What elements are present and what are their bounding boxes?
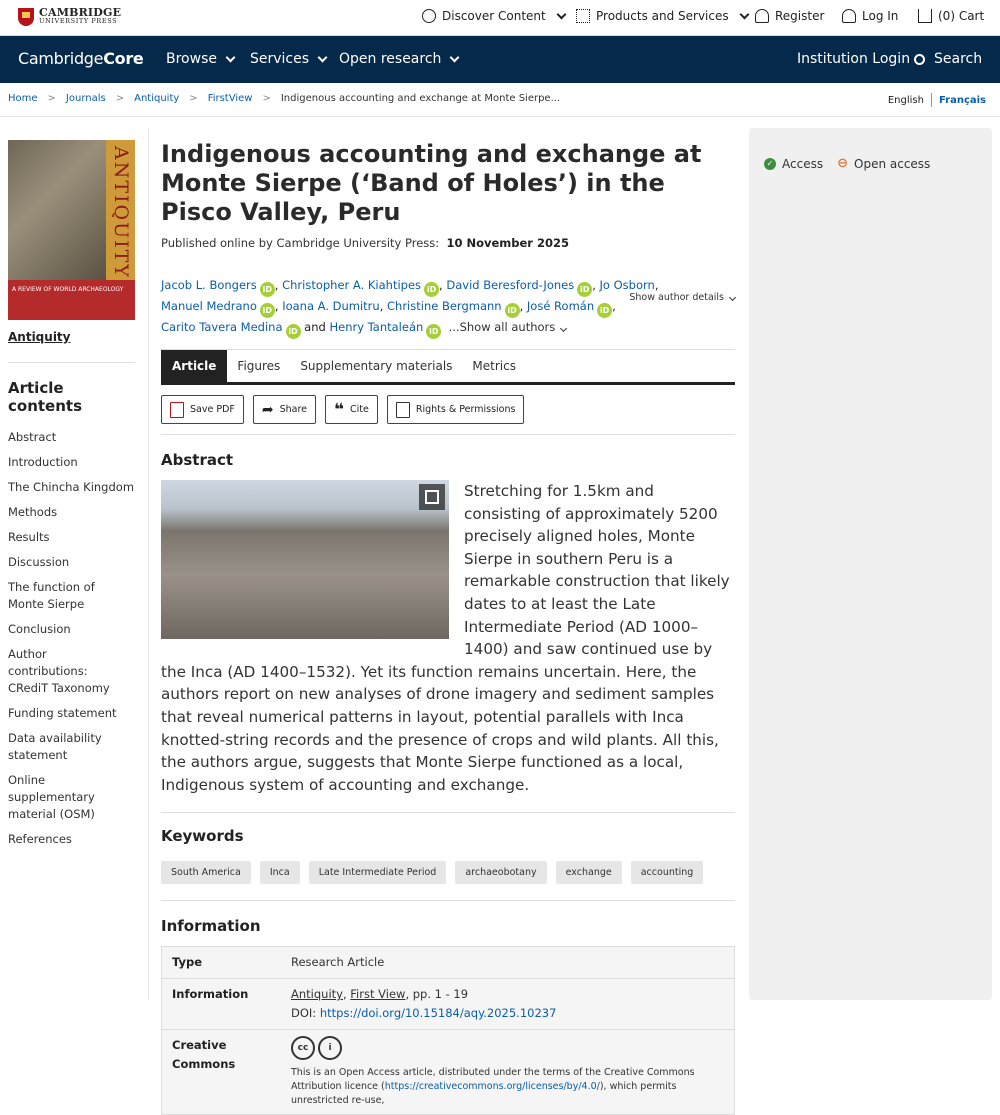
cover-spine-title: ANTIQUITY xyxy=(110,146,132,279)
access-panel xyxy=(749,128,992,1000)
cart-icon xyxy=(918,9,932,23)
orcid-icon[interactable]: iD xyxy=(286,324,301,339)
author-link[interactable]: Carito Tavera Medina xyxy=(161,320,283,334)
author-list: Jacob L. Bongers iD , Christopher A. Kiahtipes iD , David Beresford-Jones iD , Jo Osborn, Manuel Medrano iD , Ioana A. Dumitru, Christine Bergmann iD , José Román iD , Carito Tavera Medina iD and Henry Tantaleán iD ...Show all authors xyxy=(161,276,735,339)
rights-permissions-button[interactable]: Rights & Permissions xyxy=(387,395,525,424)
chevron-down-icon xyxy=(318,52,328,62)
orcid-icon[interactable]: iD xyxy=(597,303,612,318)
logo-line2: UNIVERSITY PRESS xyxy=(39,17,118,25)
tab-figures[interactable]: Figures xyxy=(237,359,281,373)
firstview-link[interactable]: First View xyxy=(350,987,406,1002)
user-icon xyxy=(842,9,856,23)
register-label: Register xyxy=(775,9,825,23)
institution-login-link[interactable]: Institution Login xyxy=(797,51,911,67)
products-services-menu[interactable] xyxy=(576,9,748,23)
tab-article[interactable]: Article xyxy=(161,350,227,382)
chevron-down-icon xyxy=(560,325,567,332)
chevron-down-icon xyxy=(450,52,460,62)
discover-label: Discover Content xyxy=(442,9,546,23)
divider xyxy=(0,116,1000,117)
author-link[interactable]: Henry Tantaleán xyxy=(329,320,424,334)
cambridge-university-press-logo[interactable] xyxy=(18,8,121,26)
chevron-down-icon xyxy=(556,9,566,19)
published-line: Published online by Cambridge University Press: 10 November 2025 xyxy=(161,236,569,250)
keyword-tag[interactable]: accounting xyxy=(631,861,704,884)
cite-button[interactable]: ❝ Cite xyxy=(325,395,378,424)
language-switcher xyxy=(888,93,986,107)
information-table xyxy=(161,946,735,1115)
breadcrumb-separator: > xyxy=(262,93,271,104)
login-link[interactable] xyxy=(842,9,898,23)
article-contents-title: Article contents xyxy=(8,379,82,415)
toc-introduction[interactable]: Introduction xyxy=(8,455,78,469)
author-link[interactable]: Jacob L. Bongers xyxy=(161,278,257,292)
keyword-tag[interactable]: exchange xyxy=(556,861,622,884)
search-button[interactable]: Search xyxy=(914,51,982,67)
keyword-tag[interactable]: archaeobotany xyxy=(455,861,546,884)
logo-line1: CAMBRIDGE xyxy=(39,6,122,19)
abstract-body xyxy=(161,480,735,796)
share-button[interactable]: ➦ Share xyxy=(253,395,316,424)
open-access-label: Open access xyxy=(854,156,931,171)
author-link[interactable]: Christopher A. Kiahtipes xyxy=(282,278,422,292)
breadcrumb-journals[interactable]: Journals xyxy=(65,93,106,104)
cambridge-core-logo[interactable]: CambridgeCore xyxy=(18,49,144,68)
register-link[interactable] xyxy=(755,9,824,23)
lang-francais[interactable]: Français xyxy=(938,94,986,106)
breadcrumb-current: Indigenous accounting and exchange at Monte Sierpe... xyxy=(280,93,561,104)
orcid-icon[interactable]: iD xyxy=(426,324,441,339)
tab-supplementary[interactable]: Supplementary materials xyxy=(300,359,453,373)
toc-data-availability[interactable]: Data availability statement xyxy=(8,731,102,762)
toc-conclusion[interactable]: Conclusion xyxy=(8,622,71,636)
toc-osm[interactable]: Online supplementary material (OSM) xyxy=(8,773,95,821)
toc-results[interactable]: Results xyxy=(8,530,50,544)
abstract-text: Stretching for 1.5km and consisting of approximately 5200 precisely aligned holes, Monte Sierpe in southern Peru is a remarkable construction that likely dates to at least the Late Intermediate Period (AD 1000–1400) and saw continued use by the Inca (AD 1400–1532). Yet its function remains uncertain. Here, the authors report on new analyses of drone imagery and sediment samples that reveal numerical patterns in layout, potential parallels with Inca knotted-string records and the presence of crops and wild plants. All this, the authors argue, suggests that Monte Sierpe functioned as a local, Indigenous system of accounting and exchange. xyxy=(161,482,730,794)
browse-menu[interactable]: Browse xyxy=(166,51,234,67)
grid-icon xyxy=(576,9,590,23)
author-link[interactable]: Jo Osborn xyxy=(599,278,655,292)
breadcrumb-separator: > xyxy=(47,93,56,104)
info-row-type: Type Research Article xyxy=(162,947,734,979)
breadcrumb xyxy=(8,93,560,104)
cart-label: (0) Cart xyxy=(938,9,985,23)
top-bar xyxy=(0,0,1000,36)
breadcrumb-firstview[interactable]: FirstView xyxy=(207,93,253,104)
breadcrumb-antiquity[interactable]: Antiquity xyxy=(134,93,180,104)
document-check-icon xyxy=(396,402,410,418)
attribution-icon: i xyxy=(318,1036,342,1060)
journal-link[interactable]: Antiquity xyxy=(8,330,71,344)
products-label: Products and Services xyxy=(596,9,729,23)
check-circle-icon: ✓ xyxy=(764,158,776,170)
chevron-down-icon xyxy=(739,9,749,19)
abstract-image[interactable] xyxy=(161,480,449,639)
open-access-icon: ⊖ xyxy=(837,156,848,171)
cart-link[interactable] xyxy=(918,9,984,23)
search-icon xyxy=(914,54,925,65)
show-all-authors-button[interactable]: ...Show all authors xyxy=(449,320,567,334)
lang-english[interactable]: English xyxy=(887,94,924,106)
author-link[interactable]: David Beresford-Jones xyxy=(446,278,575,292)
divider xyxy=(931,93,932,107)
breadcrumb-separator: > xyxy=(189,93,198,104)
show-author-details-button[interactable]: Show author details xyxy=(629,292,735,303)
article-tabs xyxy=(161,349,735,385)
toc-chincha-kingdom[interactable]: The Chincha Kingdom xyxy=(8,480,135,494)
chevron-down-icon xyxy=(729,294,736,301)
author-link[interactable]: Manuel Medrano xyxy=(161,299,257,313)
breadcrumb-home[interactable]: Home xyxy=(8,93,38,104)
doi-link[interactable]: https://doi.org/10.15184/aqy.2025.10237 xyxy=(319,1006,557,1021)
cc-icon: cc xyxy=(291,1036,315,1060)
discover-content-menu[interactable] xyxy=(422,9,565,23)
keyword-list xyxy=(161,861,735,901)
divider xyxy=(148,128,149,1000)
info-row-creative-commons: Creative Commons cc i This is an Open Access article, distributed under the terms of the Creative Commons Attribution licence (https://creativecommons.org/licenses/by/4.0/), which permits unrestricted re-use, xyxy=(172,1038,695,1107)
author-link[interactable]: Christine Bergmann xyxy=(387,299,502,313)
toc-methods[interactable]: Methods xyxy=(8,505,58,519)
expand-icon[interactable] xyxy=(419,484,445,510)
compass-icon xyxy=(422,9,436,23)
author-link[interactable]: José Román xyxy=(526,299,595,313)
abstract-heading: Abstract xyxy=(161,451,234,469)
keyword-tag[interactable]: Late Intermediate Period xyxy=(309,861,447,884)
breadcrumb-separator: > xyxy=(115,93,125,104)
toc-discussion[interactable]: Discussion xyxy=(8,555,70,569)
toc-function[interactable]: The function of Monte Sierpe xyxy=(8,580,95,611)
cover-photo xyxy=(8,140,106,280)
orcid-icon[interactable]: iD xyxy=(424,282,439,297)
toc-funding[interactable]: Funding statement xyxy=(8,706,117,720)
orcid-icon[interactable]: iD xyxy=(505,303,520,318)
login-label: Log In xyxy=(862,9,899,23)
open-research-menu[interactable]: Open research xyxy=(339,51,458,67)
access-status: ✓ Access ⊖ Open access xyxy=(764,156,930,171)
cc-badges[interactable] xyxy=(291,1036,342,1060)
article-toolbar xyxy=(161,395,735,435)
orcid-icon[interactable]: iD xyxy=(260,282,275,297)
toc-author-contributions[interactable]: Author contributions: CRediT Taxonomy xyxy=(8,647,110,695)
information-heading: Information xyxy=(161,917,261,936)
journal-cover-image[interactable] xyxy=(8,140,135,320)
save-pdf-button[interactable]: Save PDF xyxy=(161,395,244,424)
author-link[interactable]: Ioana A. Dumitru xyxy=(282,299,380,313)
sidebar xyxy=(8,140,135,856)
tab-metrics[interactable]: Metrics xyxy=(472,359,516,373)
article-title: Indigenous accounting and exchange at Monte Sierpe (‘Band of Holes’) in the Pisco Valley, Peru xyxy=(161,140,702,226)
services-menu[interactable]: Services xyxy=(250,51,326,67)
cover-band: A REVIEW OF WORLD ARCHAEOLOGY xyxy=(8,280,135,320)
toc-abstract[interactable]: Abstract xyxy=(8,430,57,444)
keyword-tag[interactable]: Inca xyxy=(260,861,300,884)
chevron-down-icon xyxy=(226,52,236,62)
pdf-icon xyxy=(170,402,184,418)
toc-references[interactable]: References xyxy=(8,832,72,846)
share-icon: ➦ xyxy=(261,401,274,418)
published-date: 10 November 2025 xyxy=(446,236,569,250)
divider xyxy=(8,362,135,363)
cc-license-link[interactable]: https://creativecommons.org/licenses/by/4.0/ xyxy=(384,1081,600,1093)
journal-link[interactable]: Antiquity xyxy=(291,987,343,1002)
orcid-icon[interactable]: iD xyxy=(577,282,592,297)
info-row-information: Information Antiquity, First View, pp. 1 - 19 DOI: https://doi.org/10.15184/aqy.2025.10237 xyxy=(162,979,734,1030)
orcid-icon[interactable]: iD xyxy=(260,303,275,318)
keyword-tag[interactable]: South America xyxy=(161,861,251,884)
main-navigation xyxy=(0,36,1000,83)
user-plus-icon xyxy=(755,9,769,23)
quote-icon: ❝ xyxy=(334,399,344,420)
cup-shield-icon xyxy=(18,8,34,26)
keywords-heading: Keywords xyxy=(161,827,244,846)
article-main xyxy=(161,140,735,1115)
